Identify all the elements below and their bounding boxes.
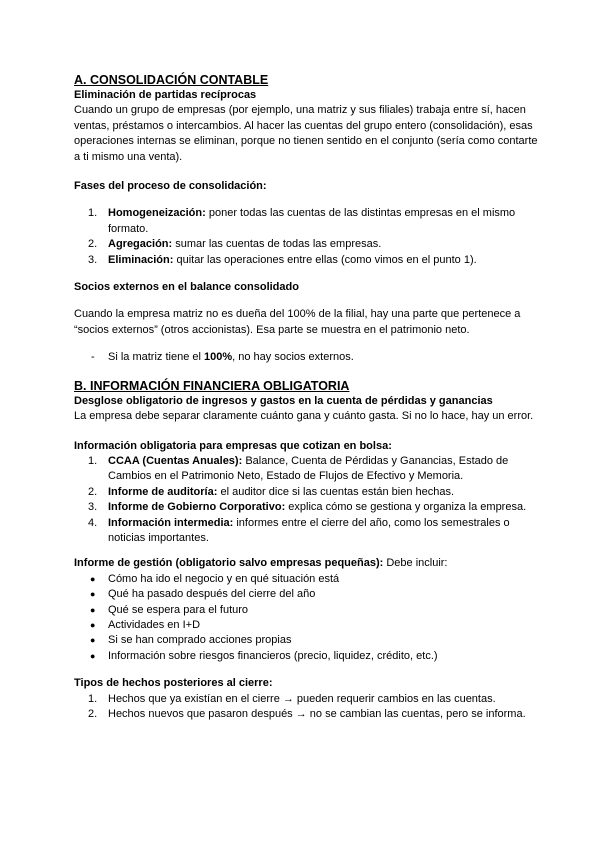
fases-title: Fases del proceso de consolidación: bbox=[74, 180, 267, 193]
list-item: 1. Homogeneización: poner todas las cuentas de las distintas empresas en el mismo formato. bbox=[88, 207, 516, 235]
gestion-suffix: Debe incluir: bbox=[383, 557, 448, 570]
list-item: ● Qué se espera para el futuro bbox=[74, 603, 540, 618]
tipos-title: Tipos de hechos posteriores al cierre: bbox=[74, 677, 273, 690]
list-item: 2. Agregación: sumar las cuentas de todas las empresas. bbox=[88, 238, 382, 251]
list-item: ● Si se han comprado acciones propias bbox=[74, 633, 540, 648]
bolsa-list bbox=[74, 454, 540, 546]
bullet-icon: ● bbox=[90, 635, 96, 646]
desglose-text: La empresa debe separar claramente cuánto gana y cuánto gasta. Si no lo hace, hay un error. bbox=[74, 410, 534, 423]
socios-text: Cuando la empresa matriz no es dueña del 100% de la filial, hay una parte que pertenece a “socios externos” (otros accionistas). Esa parte se muestra en el patrimonio neto. bbox=[74, 308, 521, 336]
list-item: 4. Información intermedia: informes entre el cierre del año, como los semestrales o noticias importantes. bbox=[88, 516, 510, 544]
desglose-title: Desglose obligatorio de ingresos y gastos en la cuenta de pérdidas y ganancias bbox=[74, 394, 493, 407]
section-b-title: B. INFORMACIÓN FINANCIERA OBLIGATORIA bbox=[74, 378, 350, 393]
gestion-list bbox=[74, 572, 540, 664]
section-a-title: A. CONSOLIDACIÓN CONTABLE bbox=[74, 73, 269, 87]
elim-text: Cuando un grupo de empresas (por ejemplo, una matriz y sus filiales) trabaja entre sí, hacen ventas, préstamos o intercambios. Al hacer las cuentas del grupo entero (consolidación), esas operaciones internas se eliminan, porque no tienen sentido en el conjunto (sería como contarte a ti mismo una venta). bbox=[74, 104, 538, 163]
list-item: ● Qué ha pasado después del cierre del año bbox=[74, 587, 540, 602]
bullet-icon: ● bbox=[90, 604, 96, 615]
bolsa-title: Información obligatoria para empresas que cotizan en bolsa: bbox=[74, 439, 392, 452]
list-item: ● Cómo ha ido el negocio y en qué situación está bbox=[74, 572, 540, 587]
bullet-icon: ● bbox=[90, 619, 96, 630]
socios-title: Socios externos en el balance consolidado bbox=[74, 281, 299, 294]
list-item: ● Información sobre riesgos financieros (precio, liquidez, crédito, etc.) bbox=[74, 649, 540, 664]
gestion-heading bbox=[74, 556, 540, 571]
fases-list bbox=[74, 206, 540, 268]
tipos-list bbox=[74, 692, 540, 723]
socios-dash-list bbox=[74, 350, 540, 365]
elim-title: Eliminación de partidas recíprocas bbox=[74, 89, 257, 101]
list-item: 3. Informe de Gobierno Corporativo: explica cómo se gestiona y organiza la empresa. bbox=[88, 501, 527, 514]
list-item: 2. Hechos nuevos que pasaron después → no se cambian las cuentas, pero se informa. bbox=[88, 708, 526, 720]
list-item: 3. Eliminación: quitar las operaciones entre ellas (como vimos en el punto 1). bbox=[88, 253, 477, 266]
list-item: - Si la matriz tiene el 100%, no hay socios externos. bbox=[91, 351, 354, 364]
bullet-icon: ● bbox=[90, 589, 96, 600]
gestion-title: Informe de gestión (obligatorio salvo empresas pequeñas): bbox=[74, 557, 384, 570]
list-item: ● Actividades en I+D bbox=[74, 618, 540, 633]
list-item: 2. Informe de auditoría: el auditor dice si las cuentas están bien hechas. bbox=[88, 485, 455, 498]
bullet-icon: ● bbox=[90, 650, 96, 661]
bullet-icon: ● bbox=[90, 573, 96, 584]
list-item: 1. Hechos que ya existían en el cierre → pueden requerir cambios en las cuentas. bbox=[88, 692, 496, 705]
list-item: 1. CCAA (Cuentas Anuales): Balance, Cuenta de Pérdidas y Ganancias, Estado de Cambios en el Patrimonio Neto, Estado de Flujos de Efectivo y Memoria. bbox=[88, 454, 509, 483]
